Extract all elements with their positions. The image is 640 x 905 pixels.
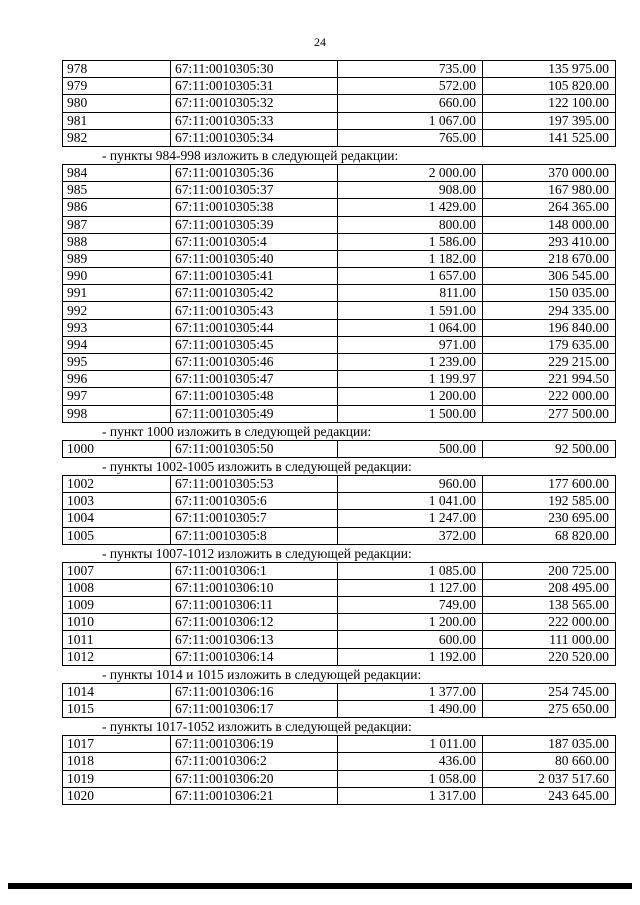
item-number: 980 xyxy=(63,95,171,112)
item-number: 1012 xyxy=(63,648,171,665)
item-number: 1009 xyxy=(63,597,171,614)
table-row xyxy=(63,683,616,700)
cadastral-number: 67:11:0010306:21 xyxy=(171,787,338,804)
area-value: 800.00 xyxy=(338,216,483,233)
table-row xyxy=(63,285,616,302)
area-value: 1 239.00 xyxy=(338,354,483,371)
area-value: 1 200.00 xyxy=(338,388,483,405)
item-number: 1014 xyxy=(63,683,171,700)
cost-value: 200 725.00 xyxy=(483,562,616,579)
cadastral-number: 67:11:0010305:47 xyxy=(171,371,338,388)
area-value: 572.00 xyxy=(338,78,483,95)
cost-value: 197 395.00 xyxy=(483,112,616,129)
data-table xyxy=(62,683,616,718)
cadastral-number: 67:11:0010306:1 xyxy=(171,562,338,579)
area-value: 1 041.00 xyxy=(338,493,483,510)
area-value: 749.00 xyxy=(338,597,483,614)
item-number: 1020 xyxy=(63,787,171,804)
cost-value: 243 645.00 xyxy=(483,787,616,804)
cost-value: 275 650.00 xyxy=(483,701,616,718)
cost-value: 187 035.00 xyxy=(483,736,616,753)
item-number: 1008 xyxy=(63,579,171,596)
cadastral-number: 67:11:0010305:8 xyxy=(171,527,338,544)
table-row xyxy=(63,440,616,457)
section-instruction: - пункты 1017-1052 изложить в следующей редакции: xyxy=(102,719,412,735)
section-instruction: - пункты 1014 и 1015 изложить в следующей редакции: xyxy=(102,666,422,682)
table-row xyxy=(63,614,616,631)
cost-value: 92 500.00 xyxy=(483,440,616,457)
table-row xyxy=(63,61,616,78)
item-number: 984 xyxy=(63,164,171,181)
table-row xyxy=(63,405,616,422)
area-value: 908.00 xyxy=(338,182,483,199)
section-instruction: - пункты 1007-1012 изложить в следующей редакции: xyxy=(102,545,412,561)
item-number: 1004 xyxy=(63,510,171,527)
table-row xyxy=(63,354,616,371)
item-number: 1010 xyxy=(63,614,171,631)
cost-value: 306 545.00 xyxy=(483,268,616,285)
data-table xyxy=(62,562,616,666)
table-row xyxy=(63,199,616,216)
item-number: 994 xyxy=(63,336,171,353)
table-row xyxy=(63,787,616,804)
area-value: 1 058.00 xyxy=(338,770,483,787)
table-row xyxy=(63,371,616,388)
cadastral-number: 67:11:0010305:33 xyxy=(171,112,338,129)
data-table xyxy=(62,440,616,458)
cost-value: 370 000.00 xyxy=(483,164,616,181)
cadastral-number: 67:11:0010305:31 xyxy=(171,78,338,95)
table-row xyxy=(63,770,616,787)
table-row xyxy=(63,216,616,233)
cost-value: 254 745.00 xyxy=(483,683,616,700)
area-value: 1 247.00 xyxy=(338,510,483,527)
table-row xyxy=(63,510,616,527)
area-value: 1 591.00 xyxy=(338,302,483,319)
cadastral-number: 67:11:0010305:38 xyxy=(171,199,338,216)
item-number: 996 xyxy=(63,371,171,388)
cost-value: 220 520.00 xyxy=(483,648,616,665)
area-value: 1 064.00 xyxy=(338,319,483,336)
area-value: 811.00 xyxy=(338,285,483,302)
cost-value: 150 035.00 xyxy=(483,285,616,302)
area-value: 735.00 xyxy=(338,61,483,78)
table-row xyxy=(63,631,616,648)
cadastral-number: 67:11:0010305:44 xyxy=(171,319,338,336)
table-row xyxy=(63,182,616,199)
item-number: 995 xyxy=(63,354,171,371)
item-number: 1000 xyxy=(63,440,171,457)
data-table xyxy=(62,475,616,545)
area-value: 1 085.00 xyxy=(338,562,483,579)
cadastral-number: 67:11:0010305:46 xyxy=(171,354,338,371)
document-body xyxy=(62,60,615,805)
area-value: 960.00 xyxy=(338,475,483,492)
cost-value: 141 525.00 xyxy=(483,129,616,146)
cadastral-number: 67:11:0010305:7 xyxy=(171,510,338,527)
item-number: 998 xyxy=(63,405,171,422)
item-number: 987 xyxy=(63,216,171,233)
cadastral-number: 67:11:0010305:41 xyxy=(171,268,338,285)
section-instruction: - пункт 1000 изложить в следующей редакции: xyxy=(102,423,372,439)
cost-value: 105 820.00 xyxy=(483,78,616,95)
cadastral-number: 67:11:0010305:42 xyxy=(171,285,338,302)
cost-value: 167 980.00 xyxy=(483,182,616,199)
cadastral-number: 67:11:0010305:4 xyxy=(171,233,338,250)
item-number: 986 xyxy=(63,199,171,216)
cost-value: 68 820.00 xyxy=(483,527,616,544)
area-value: 971.00 xyxy=(338,336,483,353)
cost-value: 277 500.00 xyxy=(483,405,616,422)
cadastral-number: 67:11:0010305:36 xyxy=(171,164,338,181)
cost-value: 264 365.00 xyxy=(483,199,616,216)
cadastral-number: 67:11:0010305:37 xyxy=(171,182,338,199)
cadastral-number: 67:11:0010306:17 xyxy=(171,701,338,718)
cost-value: 294 335.00 xyxy=(483,302,616,319)
data-table xyxy=(62,164,616,423)
area-value: 2 000.00 xyxy=(338,164,483,181)
table-row xyxy=(63,527,616,544)
cadastral-number: 67:11:0010305:50 xyxy=(171,440,338,457)
cadastral-number: 67:11:0010305:53 xyxy=(171,475,338,492)
table-row xyxy=(63,233,616,250)
item-number: 1015 xyxy=(63,701,171,718)
cadastral-number: 67:11:0010305:43 xyxy=(171,302,338,319)
cadastral-number: 67:11:0010305:45 xyxy=(171,336,338,353)
cadastral-number: 67:11:0010305:6 xyxy=(171,493,338,510)
table-row xyxy=(63,753,616,770)
table-row xyxy=(63,562,616,579)
table-row xyxy=(63,78,616,95)
cadastral-number: 67:11:0010305:49 xyxy=(171,405,338,422)
item-number: 1011 xyxy=(63,631,171,648)
cadastral-number: 67:11:0010306:16 xyxy=(171,683,338,700)
table-row xyxy=(63,268,616,285)
cadastral-number: 67:11:0010305:39 xyxy=(171,216,338,233)
cadastral-number: 67:11:0010306:10 xyxy=(171,579,338,596)
area-value: 1 586.00 xyxy=(338,233,483,250)
area-value: 1 067.00 xyxy=(338,112,483,129)
item-number: 1007 xyxy=(63,562,171,579)
item-number: 992 xyxy=(63,302,171,319)
table-row xyxy=(63,112,616,129)
area-value: 765.00 xyxy=(338,129,483,146)
bottom-rule xyxy=(8,883,632,889)
cost-value: 218 670.00 xyxy=(483,250,616,267)
item-number: 989 xyxy=(63,250,171,267)
cost-value: 222 000.00 xyxy=(483,614,616,631)
item-number: 981 xyxy=(63,112,171,129)
area-value: 1 199.97 xyxy=(338,371,483,388)
cost-value: 293 410.00 xyxy=(483,233,616,250)
area-value: 600.00 xyxy=(338,631,483,648)
item-number: 988 xyxy=(63,233,171,250)
cost-value: 192 585.00 xyxy=(483,493,616,510)
item-number: 1019 xyxy=(63,770,171,787)
item-number: 1017 xyxy=(63,736,171,753)
item-number: 1003 xyxy=(63,493,171,510)
table-row xyxy=(63,302,616,319)
cadastral-number: 67:11:0010306:2 xyxy=(171,753,338,770)
cadastral-number: 67:11:0010306:14 xyxy=(171,648,338,665)
item-number: 985 xyxy=(63,182,171,199)
area-value: 1 377.00 xyxy=(338,683,483,700)
data-table xyxy=(62,60,616,147)
area-value: 1 429.00 xyxy=(338,199,483,216)
table-row xyxy=(63,319,616,336)
section-instruction: - пункты 984-998 изложить в следующей редакции: xyxy=(102,147,399,163)
item-number: 1002 xyxy=(63,475,171,492)
section-instruction: - пункты 1002-1005 изложить в следующей редакции: xyxy=(102,458,412,474)
item-number: 991 xyxy=(63,285,171,302)
page-number: 24 xyxy=(314,35,326,49)
cost-value: 221 994.50 xyxy=(483,371,616,388)
cost-value: 80 660.00 xyxy=(483,753,616,770)
cost-value: 2 037 517.60 xyxy=(483,770,616,787)
cost-value: 196 840.00 xyxy=(483,319,616,336)
item-number: 990 xyxy=(63,268,171,285)
cadastral-number: 67:11:0010306:13 xyxy=(171,631,338,648)
item-number: 982 xyxy=(63,129,171,146)
item-number: 1018 xyxy=(63,753,171,770)
area-value: 436.00 xyxy=(338,753,483,770)
item-number: 978 xyxy=(63,61,171,78)
item-number: 997 xyxy=(63,388,171,405)
table-row xyxy=(63,701,616,718)
cost-value: 122 100.00 xyxy=(483,95,616,112)
cost-value: 111 000.00 xyxy=(483,631,616,648)
cadastral-number: 67:11:0010305:48 xyxy=(171,388,338,405)
cadastral-number: 67:11:0010306:19 xyxy=(171,736,338,753)
area-value: 1 490.00 xyxy=(338,701,483,718)
cost-value: 230 695.00 xyxy=(483,510,616,527)
area-value: 1 657.00 xyxy=(338,268,483,285)
cadastral-number: 67:11:0010306:20 xyxy=(171,770,338,787)
item-number: 993 xyxy=(63,319,171,336)
area-value: 660.00 xyxy=(338,95,483,112)
cadastral-number: 67:11:0010305:40 xyxy=(171,250,338,267)
cost-value: 177 600.00 xyxy=(483,475,616,492)
table-row xyxy=(63,493,616,510)
table-row xyxy=(63,597,616,614)
area-value: 1 192.00 xyxy=(338,648,483,665)
table-row xyxy=(63,736,616,753)
area-value: 372.00 xyxy=(338,527,483,544)
table-row xyxy=(63,579,616,596)
area-value: 1 317.00 xyxy=(338,787,483,804)
cadastral-number: 67:11:0010306:11 xyxy=(171,597,338,614)
cadastral-number: 67:11:0010305:34 xyxy=(171,129,338,146)
table-row xyxy=(63,250,616,267)
table-row xyxy=(63,164,616,181)
area-value: 1 127.00 xyxy=(338,579,483,596)
area-value: 1 500.00 xyxy=(338,405,483,422)
cost-value: 222 000.00 xyxy=(483,388,616,405)
table-row xyxy=(63,648,616,665)
cost-value: 229 215.00 xyxy=(483,354,616,371)
cadastral-number: 67:11:0010305:30 xyxy=(171,61,338,78)
data-table xyxy=(62,735,616,805)
cost-value: 179 635.00 xyxy=(483,336,616,353)
table-row xyxy=(63,475,616,492)
cadastral-number: 67:11:0010305:32 xyxy=(171,95,338,112)
cost-value: 138 565.00 xyxy=(483,597,616,614)
area-value: 1 011.00 xyxy=(338,736,483,753)
table-row xyxy=(63,95,616,112)
area-value: 1 200.00 xyxy=(338,614,483,631)
area-value: 1 182.00 xyxy=(338,250,483,267)
area-value: 500.00 xyxy=(338,440,483,457)
table-row xyxy=(63,336,616,353)
cadastral-number: 67:11:0010306:12 xyxy=(171,614,338,631)
item-number: 979 xyxy=(63,78,171,95)
cost-value: 208 495.00 xyxy=(483,579,616,596)
table-row xyxy=(63,129,616,146)
cost-value: 135 975.00 xyxy=(483,61,616,78)
cost-value: 148 000.00 xyxy=(483,216,616,233)
table-row xyxy=(63,388,616,405)
item-number: 1005 xyxy=(63,527,171,544)
